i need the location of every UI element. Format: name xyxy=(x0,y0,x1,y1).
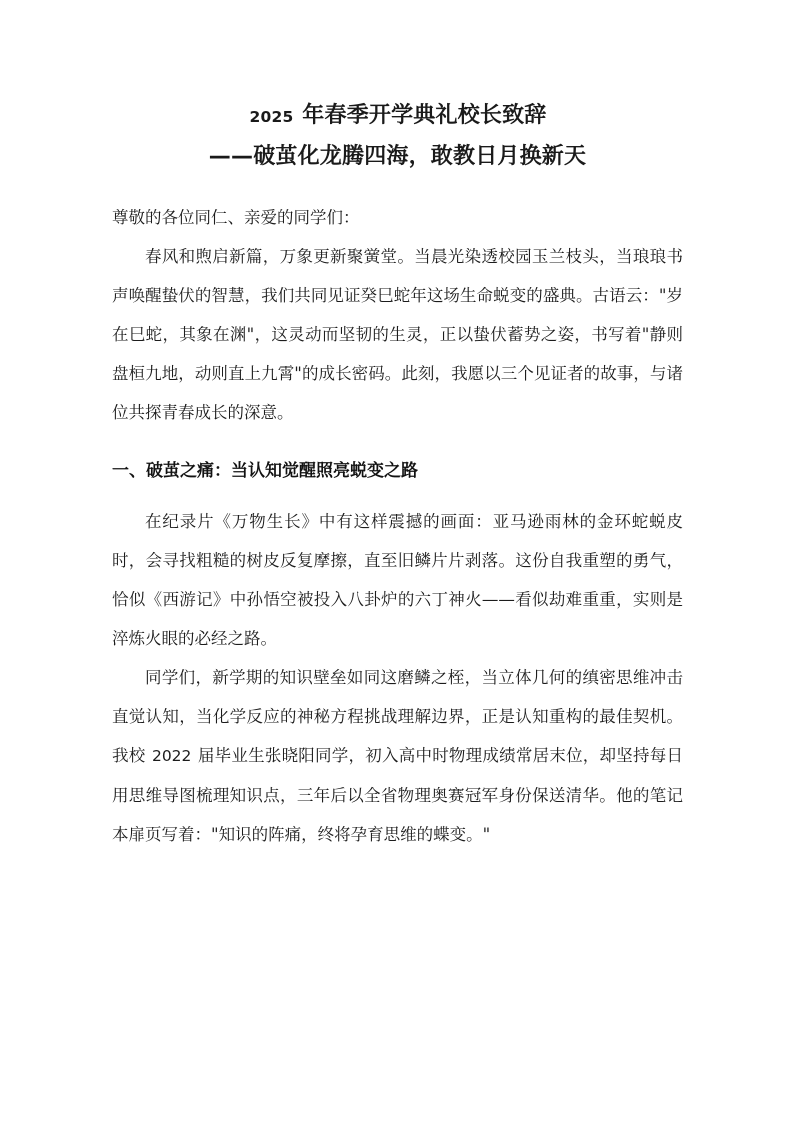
inline-numeral: 2025 xyxy=(249,108,294,126)
intro-paragraph: 春风和煦启新篇，万象更新聚黉堂。当晨光染透校园玉兰枝头，当琅琅书声唤醒蛰伏的智慧，我们共同见证癸巳蛇年这场生命蜕变的盛典。古语云："岁在巳蛇，其象在渊"，这灵动而坚韧的生灵，正以蛰伏蓄势之姿，书写着"静则盘桓九地，动则直上九霄"的成长密码。此刻，我愿以三个见证者的故事，与诸位共探青春成长的深意。 xyxy=(112,247,683,422)
title-line-main: 2025 年春季开学典礼校长致辞 xyxy=(249,103,547,128)
section-1-paragraph-2: 同学们，新学期的知识壁垒如同这磨鳞之桎，当立体几何的缜密思维冲击直觉认知，当化学反应的神秘方程挑战理解边界，正是认知重构的最佳契机。我校 2022 届毕业生张晓阳同学，初入高中时物理成绩常居末位，却坚持每日用思维导图梳理知识点，三年后以全省物理奥赛冠军身份保送清华。他的笔记本扉页写着："知识的阵痛，终将孕育思维的蝶变。" xyxy=(112,668,683,844)
section-heading-1: 一、破茧之痛：当认知觉醒照亮蜕变之路 xyxy=(112,461,418,481)
document-body xyxy=(112,0,683,854)
inline-numeral: 2022 xyxy=(151,747,192,765)
salutation-paragraph: 尊敬的各位同仁、亲爱的同学们： xyxy=(112,208,360,227)
page-title xyxy=(112,0,683,176)
title-line-subtitle: ——破茧化龙腾四海，敢教日月换新天 xyxy=(208,144,587,169)
section-1-paragraph-1: 在纪录片《万物生长》中有这样震撼的画面：亚马逊雨林的金环蛇蜕皮时，会寻找粗糙的树皮反复摩擦，直至旧鳞片片剥落。这份自我重塑的勇气，恰似《西游记》中孙悟空被投入八卦炉的六丁神火——看似劫难重重，实则是淬炼火眼的必经之路。 xyxy=(112,512,683,648)
